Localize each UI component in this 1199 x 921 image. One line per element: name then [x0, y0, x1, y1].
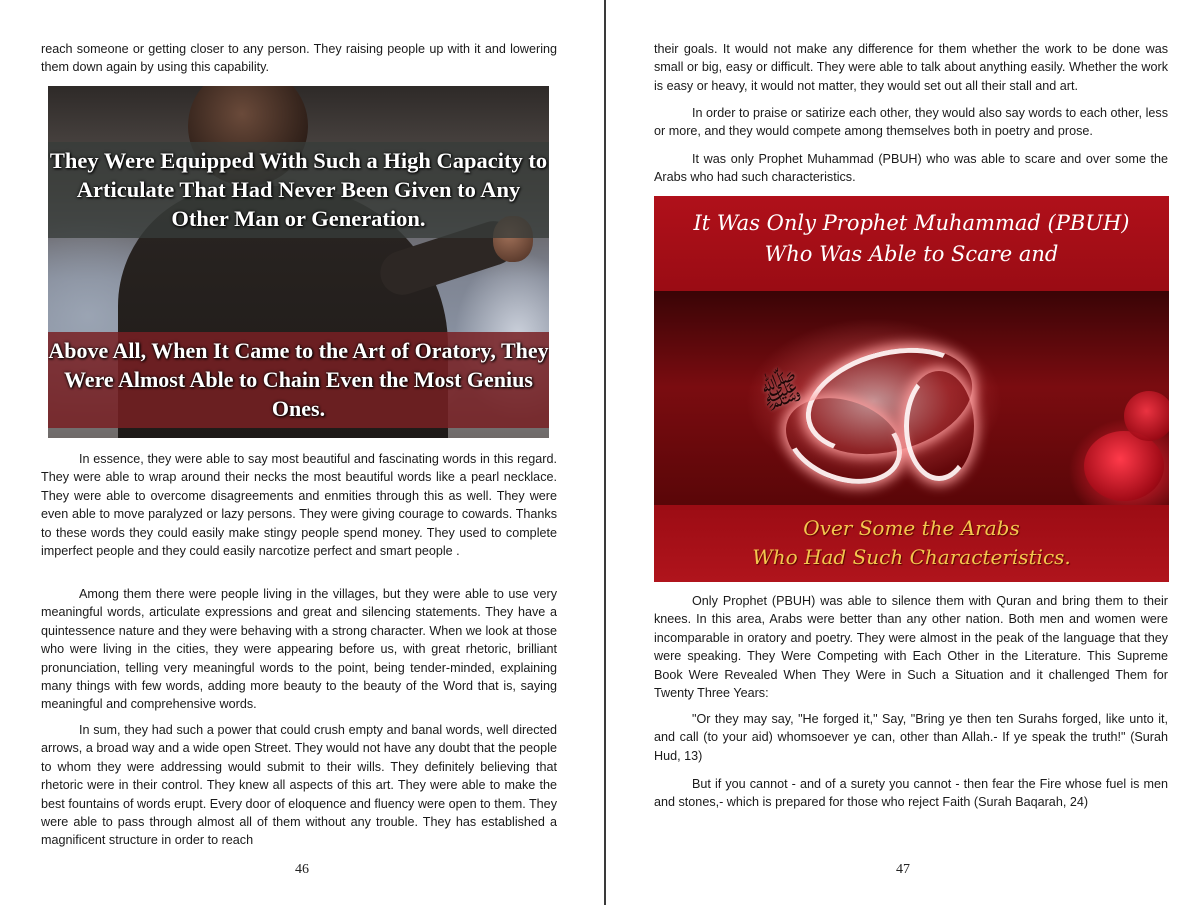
page-number: 46: [295, 862, 309, 877]
left-paragraph-4: In sum, they had such a power that could crush empty and banal words, well directed arrows, a broad way and a wide open Street. They would not have any doubt that the people to whom they were addressing would submit to their wills. They definitely believing that rhetoric were in their control. They knew all aspects of this art. They were able to make the best fountains of words erupt. Every door of eloquence and fluency were open to them. They were able to pass through almost all of them without any trouble. They has established a magnificent structure in order to reach: [41, 723, 557, 848]
right-paragraph-1: their goals. It would not make any difference for them whether the work to be done was small or big, easy or difficult. They were able to talk about anything easily. Whether the work is easy or heavy, it would not matter, they would set out all their stall and art.: [654, 42, 1168, 93]
quran-quote-baqarah: But if you cannot - and of a surety you cannot - then fear the Fire whose fuel is men and stones,- which is prepared for those who reject Faith (Surah Baqarah, 24): [654, 777, 1168, 810]
image-caption-top: They Were Equipped With Such a High Capacity to Articulate That Had Never Been Given to Any Other Man or Generation.: [48, 142, 549, 238]
right-paragraph-3: It was only Prophet Muhammad (PBUH) who was able to scare and over some the Arabs who had such characteristics.: [654, 152, 1168, 185]
image-title-top-line-2: Who Was Able to Scare and: [764, 242, 1059, 266]
rose-flower: [1084, 431, 1164, 501]
image-title-bottom-line-2: Who Had Such Characteristics.: [752, 545, 1071, 569]
rose-flower: [1124, 391, 1169, 441]
image-glow-area: [654, 291, 1169, 505]
image-title-bottom: [654, 514, 1169, 572]
right-paragraph-4: Only Prophet (PBUH) was able to silence them with Quran and bring them to their knees. In this area, Arabs were better than any other nation. Both men and women were incomparable in oratory and poetry. They were almost in the peak of the language that they were speaking. They Were Competing with Each Other in the Literature. This Supreme Book Were Revealed When They Were in Such a Situation and it challenged Them for Twenty Three Years:: [654, 594, 1168, 701]
image-title-top-line-1: It Was Only Prophet Muhammad (PBUH): [693, 211, 1130, 235]
calligraphy-stroke: [904, 371, 974, 481]
image-title-bottom-line-1: Over Some the Arabs: [803, 516, 1020, 540]
orator-image: [48, 86, 549, 438]
calligraphy-image: [654, 196, 1169, 582]
left-paragraph-1: reach someone or getting closer to any person. They raising people up with it and lowering them down again by using this capability.: [41, 42, 557, 75]
right-paragraph-2: In order to praise or satirize each other, they would also say words to each other, less or more, and they would compete among themselves both in poetry and prose.: [654, 106, 1168, 139]
book-spine: [604, 0, 606, 905]
right-page: [607, 0, 1199, 921]
arabic-calligraphy-mark: ﷺ: [755, 366, 808, 419]
image-caption-bottom: Above All, When It Came to the Art of Oratory, They Were Almost Able to Chain Even the Most Genius Ones.: [48, 332, 549, 428]
image-title-top: [654, 208, 1169, 270]
left-paragraph-2: In essence, they were able to say most beautiful and fascinating words in this regard. They were able to wrap around their necks the most beautiful words like a pearl necklace. They were able to overcome disagreements and enmities through this as well. They were even able to move paralyzed or lazy persons. They were giving courage to cowards. Thanks to these words they could easily make stingy people spend money. They used to complete imperfect people and they could easily narcotize perfect and smart people .: [41, 452, 557, 559]
left-paragraph-3: Among them there were people living in the villages, but they were able to use very meaningful words, articulate expressions and great and silencing statements. They have a quintessence nature and they were behaving with a strong character. When we look at those who were living in the cities, they were appearing before us, with great rhetoric, brilliant pronunciation, telling very meaningful words to the point, being tender-minded, explaining many things with few words, adding more beauty to the beauty of the Word that is, saying meaningful and comprehensive words.: [41, 587, 557, 712]
quran-quote-hud: "Or they may say, "He forged it," Say, "Bring ye then ten Surahs forged, like unto it, and call (to your aid) whomsoever ye can, other than Allah.- If ye speak the truth!" (Surah Hud, 13): [654, 712, 1168, 763]
page-number: 47: [896, 862, 910, 877]
